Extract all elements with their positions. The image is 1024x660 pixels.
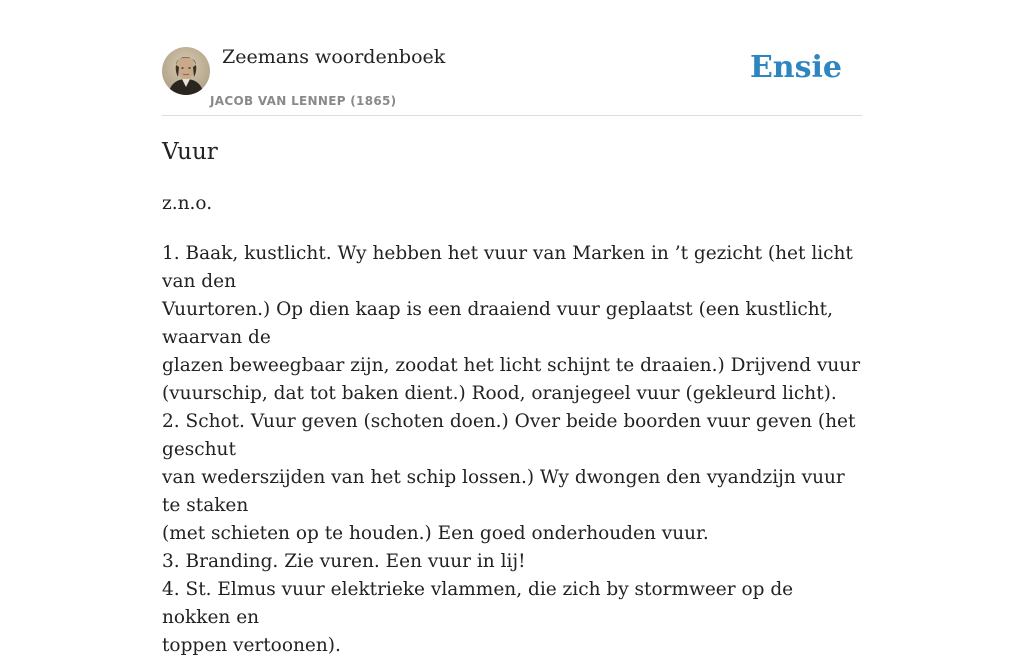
book-title[interactable]: Zeemans woordenboek (222, 46, 446, 68)
header (162, 0, 862, 116)
definition-line: (vuurschip, dat tot baken dient.) Rood, oranjegeel vuur (gekleurd licht). (162, 383, 837, 404)
author-name[interactable]: JACOB VAN LENNEP (1865) (210, 94, 397, 108)
ensie-logo[interactable]: Ensie (749, 50, 842, 85)
definition-line: Vuurtoren.) Op dien kaap is een draaiend vuur geplaatst (een kustlicht, waarvan de (162, 299, 833, 348)
author-portrait-icon (162, 47, 210, 95)
definition-line: 1. Baak, kustlicht. Wy hebben het vuur van Marken in ’t gezicht (het licht van den (162, 243, 853, 292)
definition-text (162, 240, 862, 660)
entry-title: Vuur (162, 139, 218, 165)
definition-line: glazen beweegbaar zijn, zoodat het licht schijnt te draaien.) Drijvend vuur (162, 355, 861, 376)
definition-line: (met schieten op te houden.) Een goed onderhouden vuur. (162, 523, 709, 544)
definition-line: toppen vertoonen). (162, 635, 341, 656)
part-of-speech: z.n.o. (162, 193, 213, 214)
definition-line: 2. Schot. Vuur geven (schoten doen.) Over beide boorden vuur geven (het geschut (162, 411, 856, 460)
page (162, 0, 862, 656)
definition-line: van wederszijden van het schip lossen.) Wy dwongen den vyandzijn vuur te staken (162, 467, 845, 516)
author-avatar[interactable] (162, 47, 210, 95)
definition-line: 4. St. Elmus vuur elektrieke vlammen, die zich by stormweer op de nokken en (162, 579, 794, 628)
definition-line: 3. Branding. Zie vuren. Een vuur in lij! (162, 551, 526, 572)
